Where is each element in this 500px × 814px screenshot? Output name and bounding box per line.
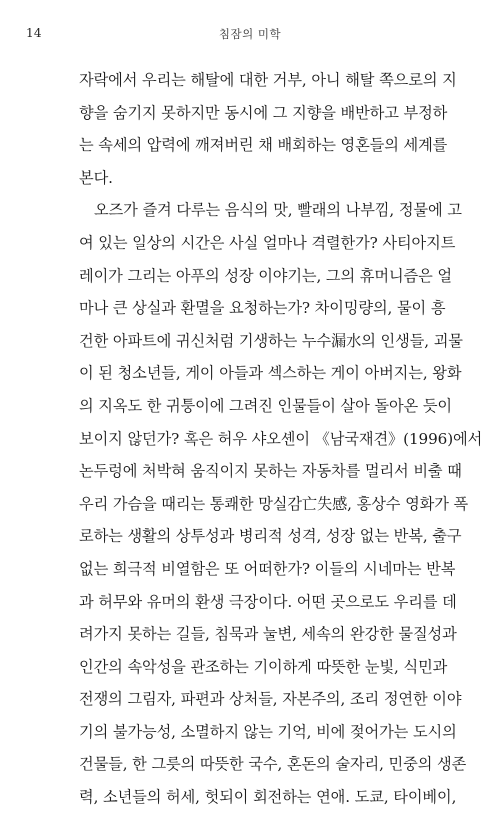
text-line: 이 된 청소년들, 게이 아들과 섹스하는 게이 아버지는, 왕화 xyxy=(79,364,462,383)
text-line: 보이지 않던가? 혹은 허우 샤오셴이 《남국재견》(1996)에서 xyxy=(79,429,483,448)
text-line: 려가지 못하는 길들, 침묵과 눌변, 세속의 완강한 물질성과 xyxy=(79,625,457,644)
page-number: 14 xyxy=(26,26,42,40)
text-line: 마나 큰 상실과 환멸을 요청하는가? 차이밍량의, 물이 흥 xyxy=(79,299,446,318)
text-line: 본다. xyxy=(79,168,113,187)
page-header xyxy=(26,26,474,44)
text-line: 없는 희극적 비열함은 또 어떠한가? 이들의 시네마는 반복 xyxy=(79,559,456,578)
text-line: 의 지옥도 한 귀퉁이에 그려진 인물들이 살아 돌아온 듯이 xyxy=(79,396,452,415)
text-line: 는 속세의 압력에 깨져버린 채 배회하는 영혼들의 세계를 xyxy=(79,136,448,155)
text-line: 우리 가슴을 때리는 통쾌한 망실감亡失感, 홍상수 영화가 폭 xyxy=(79,494,469,513)
text-line: 력, 소년들의 허세, 헛되이 회전하는 연애. 도쿄, 타이베이, xyxy=(79,788,457,807)
text-line: 건물들, 한 그릇의 따뜻한 국수, 혼돈의 술자리, 민중의 생존 xyxy=(79,755,467,774)
text-line: 향을 숨기지 못하지만 동시에 그 지향을 배반하고 부정하 xyxy=(79,103,448,122)
paragraph-start-line: 오즈가 즐겨 다루는 음식의 맛, 빨래의 나부낌, 정물에 고 xyxy=(94,201,462,220)
text-line: 레이가 그리는 아푸의 성장 이야기는, 그의 휴머니즘은 얼 xyxy=(79,266,452,285)
text-line: 건한 아파트에 귀신처럼 기생하는 누수漏水의 인생들, 괴물 xyxy=(79,331,463,350)
text-line: 로하는 생활의 상투성과 병리적 성격, 성장 없는 반복, 출구 xyxy=(79,527,462,546)
text-line: 전쟁의 그림자, 파편과 상처들, 자본주의, 조리 정연한 이야 xyxy=(79,690,462,709)
text-line: 기의 불가능성, 소멸하지 않는 기억, 비에 젖어가는 도시의 xyxy=(79,722,457,741)
text-line: 인간의 속악성을 관조하는 기이하게 따뜻한 눈빛, 식민과 xyxy=(79,657,448,676)
body-text xyxy=(79,64,483,814)
text-line: 자락에서 우리는 해탈에 대한 거부, 아니 해탈 쪽으로의 지 xyxy=(79,71,457,89)
text-line: 여 있는 일상의 시간은 사실 얼마나 격렬한가? 사티아지트 xyxy=(79,233,456,252)
text-line: 과 허무와 유머의 환생 극장이다. 어떤 곳으로도 우리를 데 xyxy=(79,592,457,611)
text-line: 논두렁에 처박혀 움직이지 못하는 자동차를 멀리서 비출 때 xyxy=(79,462,462,481)
running-title: 침잠의 미학 xyxy=(218,27,282,41)
